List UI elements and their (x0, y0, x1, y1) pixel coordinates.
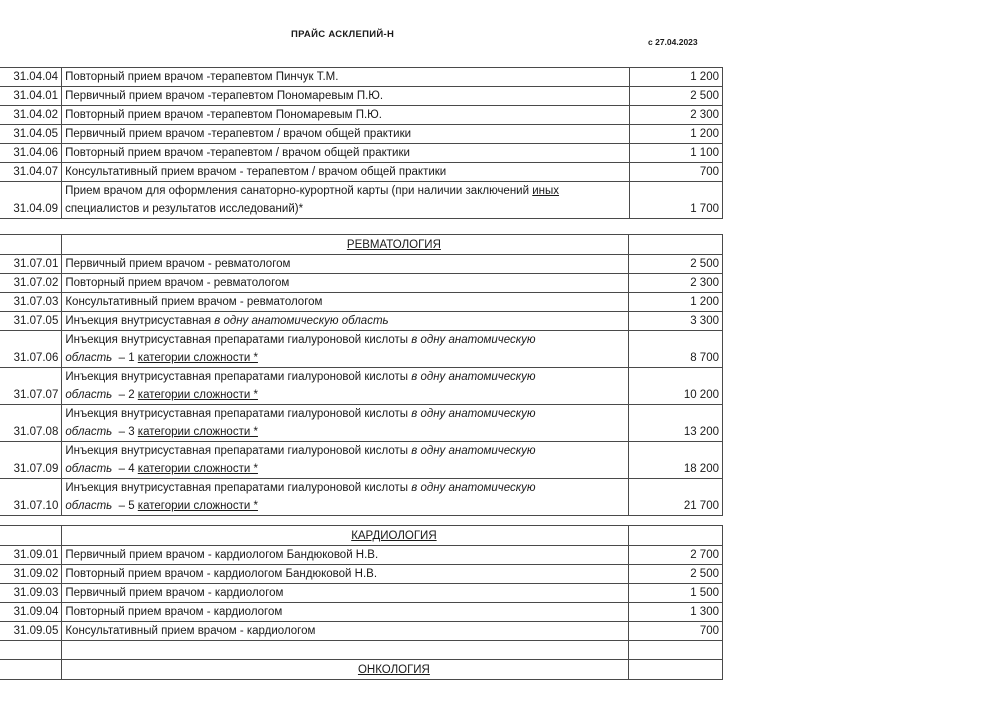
service-code: 31.09.03 (0, 584, 62, 603)
service-description (62, 312, 629, 331)
service-price: 1 700 (629, 182, 722, 219)
section-title: ОНКОЛОГИЯ (357, 664, 430, 676)
service-code: 31.04.05 (0, 125, 62, 144)
service-price: 1 300 (629, 603, 723, 622)
description-italic: область (65, 500, 113, 512)
service-price: 10 200 (629, 368, 723, 405)
service-price: 2 300 (629, 106, 722, 125)
table-row (0, 546, 723, 565)
service-code: 31.07.07 (0, 368, 62, 405)
service-description: Первичный прием врачом - кардиологом Бандюковой Н.В. (62, 546, 629, 565)
service-code: 31.04.06 (0, 144, 62, 163)
service-price: 2 500 (629, 87, 722, 106)
complexity-label: категории сложности * (137, 500, 258, 512)
table-row (0, 293, 723, 312)
complexity-label: категории сложности * (137, 389, 258, 401)
section-header-row (0, 235, 723, 255)
description-plain: Инъекция внутрисуставная препаратами гиалуроновой кислоты (65, 334, 412, 346)
service-description: Повторный прием врачом - кардиологом (62, 603, 629, 622)
description-italic: в одну анатомическую (411, 445, 536, 457)
complexity-number: – 1 (112, 352, 138, 364)
service-description: Повторный прием врачом - кардиологом Бандюковой Н.В. (62, 565, 629, 584)
service-price: 700 (629, 163, 722, 182)
complexity-label: категории сложности * (137, 352, 258, 364)
document-title: ПРАЙС АСКЛЕПИЙ-Н (291, 29, 395, 40)
service-price: 2 500 (629, 565, 723, 584)
empty-cell (62, 641, 629, 660)
table-row (0, 163, 723, 182)
service-code: 31.09.05 (0, 622, 62, 641)
table-row (0, 405, 723, 442)
table-row (0, 479, 723, 516)
description-plain: Инъекция внутрисуставная (65, 315, 215, 327)
empty-cell (0, 235, 62, 255)
service-code: 31.07.09 (0, 442, 62, 479)
complexity-number: – 2 (112, 389, 138, 401)
table-row (0, 603, 723, 622)
table-row (0, 584, 723, 603)
table-row (0, 68, 723, 87)
table-row (0, 106, 723, 125)
empty-cell (0, 641, 62, 660)
description-italic: область (65, 389, 113, 401)
service-code: 31.07.03 (0, 293, 62, 312)
description-underlined: иных (532, 185, 560, 197)
section-title-cell (62, 660, 629, 680)
section-title-cell (62, 526, 629, 546)
service-code: 31.07.05 (0, 312, 62, 331)
description-line2: специалистов и результатов исследований)* (65, 203, 304, 215)
table-row (0, 442, 723, 479)
service-code: 31.09.04 (0, 603, 62, 622)
service-price: 1 200 (629, 125, 722, 144)
service-description: Первичный прием врачом - кардиологом (62, 584, 629, 603)
service-description: Повторный прием врачом -терапевтом / врачом общей практики (62, 144, 630, 163)
service-code: 31.07.02 (0, 274, 62, 293)
service-description: Консультативный прием врачом - ревматологом (62, 293, 629, 312)
description-italic: область (65, 463, 113, 475)
effective-date: с 27.04.2023 (648, 37, 698, 47)
service-code: 31.07.06 (0, 331, 62, 368)
empty-cell (0, 526, 62, 546)
service-description (62, 368, 629, 405)
complexity-number: – 3 (112, 426, 138, 438)
empty-cell (629, 526, 723, 546)
table-row (0, 565, 723, 584)
description-italic: в одну анатомическую (411, 371, 536, 383)
empty-cell (0, 660, 62, 680)
service-code: 31.04.07 (0, 163, 62, 182)
complexity-label: категории сложности * (137, 463, 258, 475)
description-italic: в одну анатомическую (411, 408, 536, 420)
empty-cell (629, 235, 723, 255)
description-plain: Инъекция внутрисуставная препаратами гиалуроновой кислоты (65, 445, 412, 457)
service-price: 8 700 (629, 331, 723, 368)
service-price: 2 500 (629, 255, 723, 274)
service-price: 1 200 (629, 68, 722, 87)
service-code: 31.04.04 (0, 68, 62, 87)
service-code: 31.04.09 (0, 182, 62, 219)
description-plain: Инъекция внутрисуставная препаратами гиалуроновой кислоты (65, 371, 412, 383)
service-description: Первичный прием врачом -терапевтом Пономаревым П.Ю. (62, 87, 630, 106)
service-price: 1 100 (629, 144, 722, 163)
description-italic: область (65, 352, 113, 364)
service-price: 1 200 (629, 293, 723, 312)
service-description (62, 442, 629, 479)
table-row (0, 182, 723, 219)
table-row (0, 368, 723, 405)
empty-cell (629, 660, 723, 680)
description-line1: Прием врачом для оформления санаторно-курортной карты (при наличии заключений (65, 185, 533, 197)
section-header-row (0, 660, 723, 680)
service-price: 2 700 (629, 546, 723, 565)
price-table-rheumatology (0, 234, 723, 516)
description-italic: область (65, 426, 113, 438)
service-code: 31.04.02 (0, 106, 62, 125)
service-price: 1 500 (629, 584, 723, 603)
service-price: 21 700 (629, 479, 723, 516)
service-description (62, 405, 629, 442)
service-code: 31.04.01 (0, 87, 62, 106)
table-row (0, 312, 723, 331)
table-row (0, 255, 723, 274)
section-title: КАРДИОЛОГИЯ (351, 530, 437, 542)
service-description: Повторный прием врачом - ревматологом (62, 274, 629, 293)
complexity-number: – 4 (112, 463, 138, 475)
table-row (0, 87, 723, 106)
service-description (62, 182, 630, 219)
service-description (62, 331, 629, 368)
service-description: Первичный прием врачом - ревматологом (62, 255, 629, 274)
section-title-cell (62, 235, 629, 255)
table-row (0, 274, 723, 293)
service-description: Первичный прием врачом -терапевтом / врачом общей практики (62, 125, 630, 144)
table-row (0, 622, 723, 641)
description-italic: в одну анатомическую область (214, 315, 389, 327)
service-description: Консультативный прием врачом - кардиологом (62, 622, 629, 641)
service-price: 2 300 (629, 274, 723, 293)
description-plain: Инъекция внутрисуставная препаратами гиалуроновой кислоты (65, 408, 412, 420)
section-header-row (0, 526, 723, 546)
description-plain: Инъекция внутрисуставная препаратами гиалуроновой кислоты (65, 482, 412, 494)
service-description: Повторный прием врачом -терапевтом Пономаревым П.Ю. (62, 106, 630, 125)
service-code: 31.07.01 (0, 255, 62, 274)
service-description: Повторный прием врачом -терапевтом Пинчук Т.М. (62, 68, 630, 87)
price-table-cardiology (0, 525, 723, 680)
complexity-label: категории сложности * (137, 426, 258, 438)
service-code: 31.07.10 (0, 479, 62, 516)
service-price: 3 300 (629, 312, 723, 331)
table-row (0, 125, 723, 144)
service-code: 31.09.01 (0, 546, 62, 565)
service-code: 31.09.02 (0, 565, 62, 584)
empty-row (0, 641, 723, 660)
empty-cell (629, 641, 723, 660)
section-title: РЕВМАТОЛОГИЯ (346, 239, 441, 251)
service-price: 700 (629, 622, 723, 641)
service-description: Консультативный прием врачом - терапевтом / врачом общей практики (62, 163, 630, 182)
service-description (62, 479, 629, 516)
table-row (0, 144, 723, 163)
table-row (0, 331, 723, 368)
price-table-therapy (0, 67, 723, 219)
service-price: 18 200 (629, 442, 723, 479)
description-italic: в одну анатомическую (411, 334, 536, 346)
service-price: 13 200 (629, 405, 723, 442)
service-code: 31.07.08 (0, 405, 62, 442)
complexity-number: – 5 (112, 500, 138, 512)
description-italic: в одну анатомическую (411, 482, 536, 494)
